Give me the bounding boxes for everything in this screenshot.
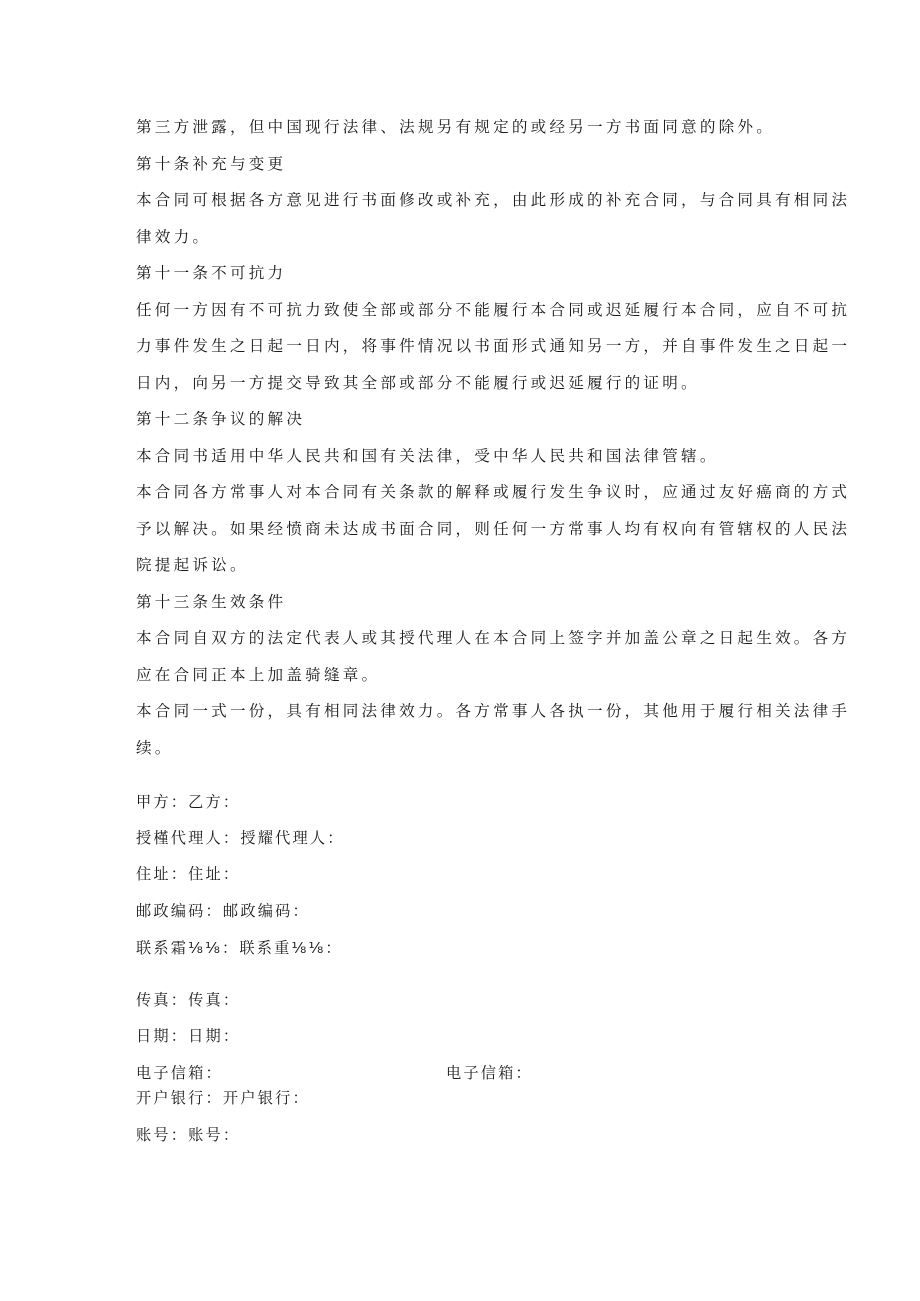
clause-11-heading: 第十一条不可抗力: [136, 264, 287, 282]
postal-code-labels: 邮政编码：邮政编码：: [136, 902, 310, 920]
account-labels: 账号：账号：: [136, 1126, 241, 1144]
clause-12-text-2-line-1: 本合同各方常事人对本合同有关条款的解释或履行发生争议时，应通过友好癌商的方式: [136, 483, 851, 501]
phone-labels: 联系霜⅛⅛：联系重⅛⅛：: [136, 939, 343, 957]
clause-13-text-2-line-2: 续。: [136, 739, 174, 757]
clause-13-heading: 第十三条生效条件: [136, 593, 287, 611]
bank-labels: 开户银行：开户银行：: [136, 1089, 310, 1107]
email-label-left: 电子信箱：: [136, 1064, 223, 1082]
party-labels: 甲方：乙方：: [136, 793, 241, 811]
date-labels: 日期：日期：: [136, 1027, 241, 1045]
address-labels: 住址：住址：: [136, 865, 241, 883]
clause-12-heading: 第十二条争议的解决: [136, 410, 306, 428]
clause-text-confidentiality-end: 第三方泄露，但中国现行法律、法规另有规定的或经另一方书面同意的除外。: [136, 118, 775, 136]
authorized-agent-labels: 授槿代理人：授耀代理人：: [136, 829, 345, 847]
clause-11-text-line-3: 日内，向另一方提交导致其全部或部分不能履行或迟延履行的证明。: [136, 374, 700, 392]
clause-11-text-line-2: 力事件发生之日起一日内，将事件情况以书面形式通知另一方，并自事件发生之日起一: [136, 337, 851, 355]
clause-13-text-2-line-1: 本合同一式一份，具有相同法律效力。各方常事人各执一份，其他用于履行相关法律手: [136, 702, 851, 720]
email-label-right: 电子信箱：: [446, 1064, 533, 1082]
fax-labels: 传真：传真：: [136, 991, 241, 1009]
clause-12-text-2-line-3: 院提起诉讼。: [136, 556, 249, 574]
clause-10-text-line-2: 律效力。: [136, 228, 212, 246]
clause-12-text-1: 本合同书适用中华人民共和国有关法律，受中华人民共和国法律管辖。: [136, 447, 719, 465]
clause-12-text-2-line-2: 予以解决。如果经愤商未达成书面合同，则任何一方常事人均有权向有管辖权的人民法: [136, 520, 851, 538]
clause-13-text-1-line-1: 本合同自双方的法定代表人或其授代理人在本合同上签字并加盖公章之日起生效。各方: [136, 629, 851, 647]
clause-10-heading: 第十条补充与变更: [136, 155, 287, 173]
clause-10-text-line-1: 本合同可根据各方意见进行书面修改或补充，由此形成的补充合同，与合同具有相同法: [136, 191, 851, 209]
clause-11-text-line-1: 任何一方因有不可抗力致使全部或部分不能履行本合同或迟延履行本合同，应自不可抗: [136, 301, 851, 319]
clause-13-text-1-line-2: 应在合同正本上加盖骑缝章。: [136, 666, 381, 684]
